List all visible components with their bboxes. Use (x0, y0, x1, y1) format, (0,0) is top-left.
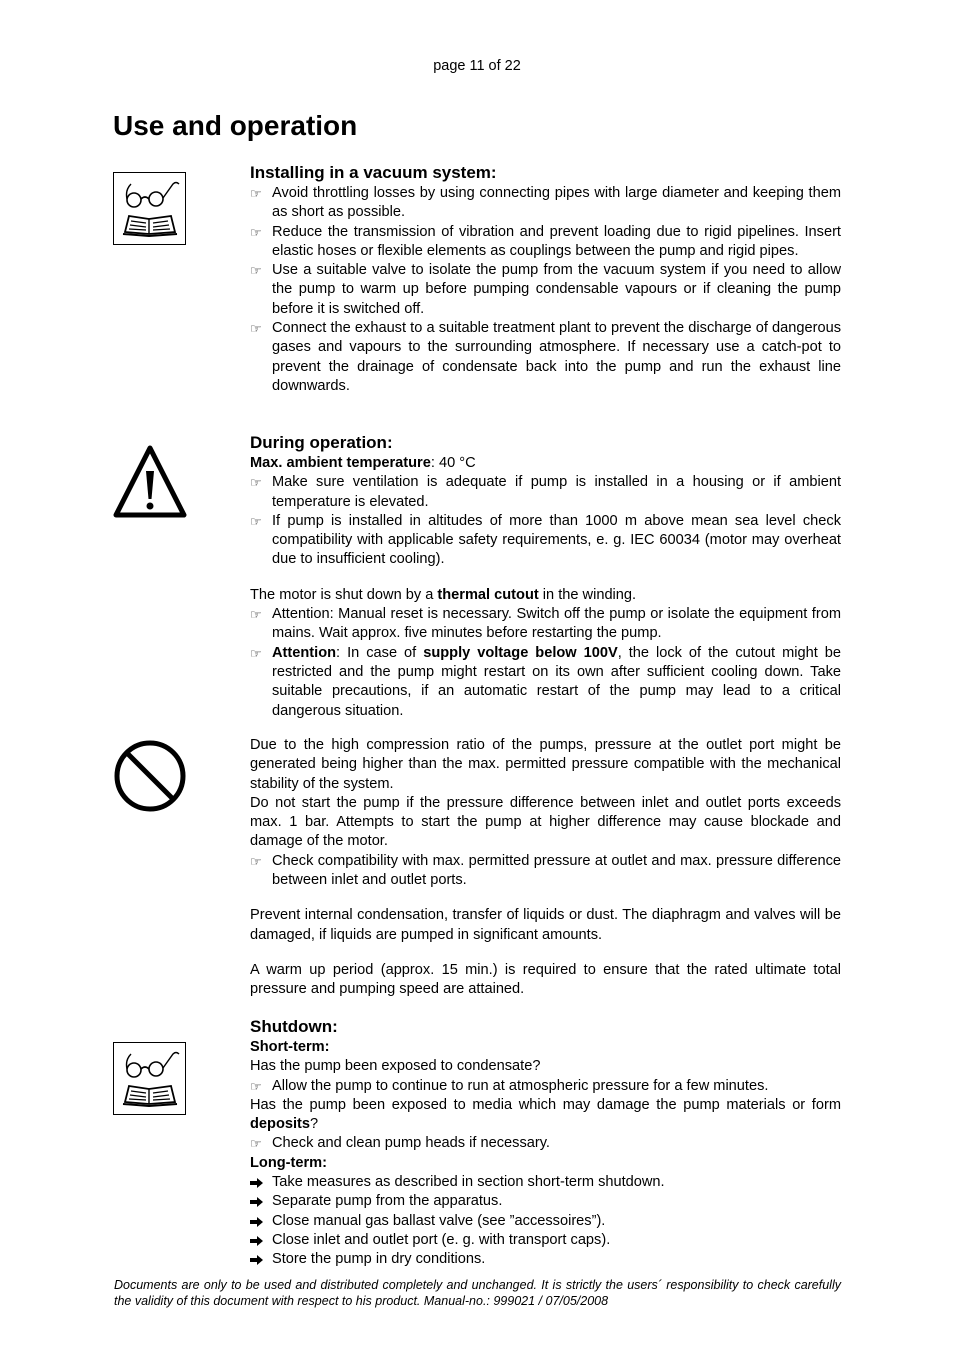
arrow-right-icon (250, 1250, 263, 1265)
page-title: Use and operation (113, 110, 358, 141)
list-item: ☞ Check and clean pump heads if necessary. (250, 1134, 841, 1153)
install-section (250, 162, 841, 396)
footer-disclaimer: Documents are only to be used and distributed completely and unchanged. It is strictly the users´ responsibility to check carefully the validity of this document with respect to his product. Manual-no.: 999021 / 07/05/2008 (114, 1278, 841, 1308)
pointing-hand-icon: ☞ (250, 1078, 262, 1094)
pointing-hand-icon: ☞ (250, 475, 262, 491)
list-item: ☞ Avoid throttling losses by using connecting pipes with large diameter and keeping them as short as possible. (250, 185, 841, 221)
pointing-hand-icon: ☞ (250, 1136, 262, 1152)
shutdown-question: Has the pump been exposed to condensate? (250, 1058, 541, 1075)
operation-heading: During operation: (250, 433, 393, 452)
prohibition-icon (113, 739, 187, 819)
list-item: ☞ If pump is installed in altitudes of more than 1000 m above mean sea level check compatibility with applicable safety requirements, e. g. IEC 60034 (motor may overheat due to insufficient cooling). (250, 512, 841, 568)
page-number: page 11 of 22 (433, 58, 521, 74)
list-item: ☞ Reduce the transmission of vibration and prevent loading due to rigid pipelines. Insert elastic hoses or flexible elements as couplings between the pump and rigid pipes. (250, 223, 841, 259)
short-term-label: Short-term: (250, 1039, 330, 1055)
warning-triangle-icon (113, 443, 187, 525)
list-item: ☞ Make sure ventilation is adequate if pump is installed in a housing or if ambient temperature is elevated. (250, 474, 841, 510)
pointing-hand-icon: ☞ (250, 513, 262, 529)
arrow-right-icon (250, 1212, 263, 1227)
pointing-hand-icon: ☞ (250, 224, 262, 240)
pressure-paragraph: Do not start the pump if the pressure difference between inlet and outlet ports exceeds max. 1 bar. Attempts to start the pump at higher difference may cause blockade and damage of the motor. (250, 794, 841, 850)
thermal-cutout-text: The motor is shut down by a thermal cutout in the winding. (250, 586, 637, 603)
read-manual-icon (113, 172, 186, 251)
pointing-hand-icon: ☞ (250, 186, 262, 201)
max-temperature: Max. ambient temperature: 40 °C (250, 455, 476, 471)
list-item: Take measures as described in section short-term shutdown. (250, 1173, 841, 1192)
pressure-section (250, 736, 841, 1000)
list-item: ☞ Attention: Manual reset is necessary. Switch off the pump or isolate the equipment from mains. Wait approx. five minutes before restarting the pump. (250, 606, 841, 642)
list-item: ☞ Allow the pump to continue to run at atmospheric pressure for a few minutes. (250, 1077, 841, 1096)
long-term-label: Long-term: (250, 1154, 328, 1171)
pointing-hand-icon: ☞ (250, 321, 262, 337)
list-item: ☞ Check compatibility with max. permitted pressure at outlet and max. pressure difference between inlet and outlet ports. (250, 852, 841, 889)
warm-up-paragraph: A warm up period (approx. 15 min.) is required to ensure that the rated ultimate total pressure and pumping speed are attained. (250, 961, 841, 998)
read-manual-icon (113, 1042, 186, 1121)
pointing-hand-icon: ☞ (250, 607, 262, 623)
list-item: Close inlet and outlet port (e. g. with transport caps). (250, 1231, 841, 1250)
shutdown-heading: Shutdown: (250, 1017, 338, 1036)
operation-section (250, 432, 841, 721)
arrow-right-icon (250, 1231, 263, 1246)
shutdown-section (250, 1016, 841, 1270)
pressure-paragraph: Due to the high compression ratio of the pumps, pressure at the outlet port might be generated being higher than the max. permitted pressure compatible with the mechanical stability of the system. (250, 737, 841, 792)
pointing-hand-icon: ☞ (250, 645, 262, 661)
list-item: ☞ Connect the exhaust to a suitable treatment plant to prevent the discharge of dangerous gases and vapours to the surrounding atmosphere. If necessary use a catch-pot to prevent the drainage of condensate back into the pump and run the exhaust line downwards. (250, 320, 841, 394)
list-item: Close manual gas ballast valve (see ”accessoires”). (250, 1212, 841, 1231)
condensation-paragraph: Prevent internal condensation, transfer of liquids or dust. The diaphragm and valves will be damaged, if liquids are pumped in significant amounts. (250, 907, 841, 943)
install-heading: Installing in a vacuum system: (250, 163, 497, 182)
pointing-hand-icon: ☞ (250, 263, 262, 279)
pointing-hand-icon: ☞ (250, 853, 262, 869)
list-item: ☞ Use a suitable valve to isolate the pump from the vacuum system if you need to allow the pump to warm up before pumping condensable vapours or if cleaning the pump before it is switched off. (250, 262, 841, 317)
arrow-right-icon (250, 1192, 263, 1207)
list-item: ☞ Attention: In case of supply voltage below 100V, the lock of the cutout might be restricted and the pump might restart on its own after sufficient cooling down. Take suitable precautions, if an automatic restart of the pump may lead to a critical dangerous situation. (250, 644, 841, 719)
shutdown-question: Has the pump been exposed to media which may damage the pump materials or form deposits? (250, 1096, 841, 1133)
list-item: Separate pump from the apparatus. (250, 1192, 841, 1211)
list-item: Store the pump in dry conditions. (250, 1250, 841, 1269)
arrow-right-icon (250, 1173, 263, 1188)
